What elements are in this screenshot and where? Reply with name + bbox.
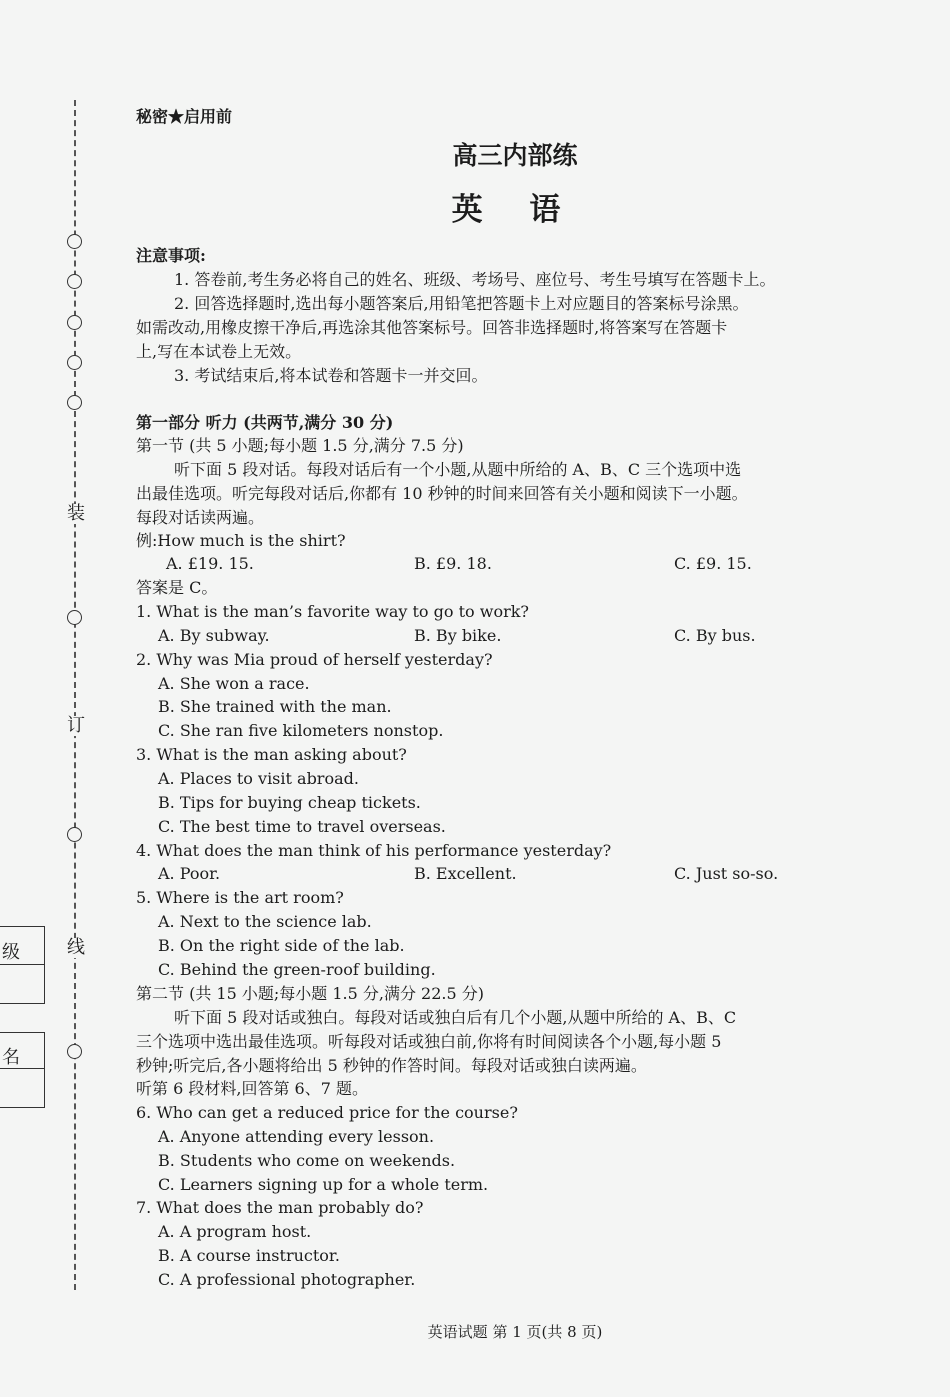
question-5: 5. Where is the art room? xyxy=(136,888,344,907)
section1-instructions: 出最佳选项。听完每段对话后,你都有 10 秒钟的时间来回答有关小题和阅读下一小题。 xyxy=(136,484,748,503)
option-a: A. A program host. xyxy=(158,1222,312,1241)
option-b: B. £9. 18. xyxy=(414,554,492,573)
binding-hole-icon xyxy=(67,234,82,249)
section2-instructions: 听下面 5 段对话或独白。每段对话或独白后有几个小题,从题中所给的 A、B、C xyxy=(174,1008,737,1027)
option-a: A. Anyone attending every lesson. xyxy=(158,1127,435,1146)
binding-hole-icon xyxy=(67,395,82,410)
note-item: 3. 考试结束后,将本试卷和答题卡一并交回。 xyxy=(174,366,488,385)
subject-title: 英 语 xyxy=(451,192,579,228)
notes-heading: 注意事项: xyxy=(136,246,206,265)
binding-hole-icon xyxy=(67,827,82,842)
option-b: B. On the right side of the lab. xyxy=(158,936,405,955)
part1-heading: 第一部分 听力 (共两节,满分 30 分) xyxy=(136,413,394,432)
option-c: C. By bus. xyxy=(674,626,756,645)
option-b: B. By bike. xyxy=(414,626,502,645)
question-3: 3. What is the man asking about? xyxy=(136,745,407,764)
section2-heading: 第二节 (共 15 小题;每小题 1.5 分,满分 22.5 分) xyxy=(136,984,484,1003)
page-footer: 英语试题 第 1 页(共 8 页) xyxy=(427,1323,603,1341)
example-answer: 答案是 C。 xyxy=(136,578,218,597)
note-item: 1. 答卷前,考生务必将自己的姓名、班级、考场号、座位号、考生号填写在答题卡上。 xyxy=(174,270,776,289)
binding-char-xian: 线 xyxy=(67,937,85,958)
option-a: A. £19. 15. xyxy=(166,554,254,573)
question-4: 4. What does the man think of his performance yesterday? xyxy=(136,841,612,860)
section1-instructions: 听下面 5 段对话。每段对话后有一个小题,从题中所给的 A、B、C 三个选项中选 xyxy=(174,460,742,479)
class-field-divider xyxy=(0,964,44,965)
option-c: C. £9. 15. xyxy=(674,554,752,573)
question-6: 6. Who can get a reduced price for the course? xyxy=(136,1103,518,1122)
binding-char-zhuang: 装 xyxy=(67,503,85,524)
section1-heading: 第一节 (共 5 小题;每小题 1.5 分,满分 7.5 分) xyxy=(136,436,464,455)
question-2: 2. Why was Mia proud of herself yesterday? xyxy=(136,650,493,669)
option-b: B. A course instructor. xyxy=(158,1246,340,1265)
binding-hole-icon xyxy=(67,274,82,289)
binding-hole-icon xyxy=(67,1044,82,1059)
binding-hole-icon xyxy=(67,355,82,370)
section1-instructions: 每段对话读两遍。 xyxy=(136,508,265,527)
option-a: A. She won a race. xyxy=(158,674,310,693)
option-a: A. Next to the science lab. xyxy=(158,912,372,931)
option-a: A. By subway. xyxy=(158,626,270,645)
binding-hole-icon xyxy=(67,610,82,625)
option-b: B. Tips for buying cheap tickets. xyxy=(158,793,421,812)
example-question: 例:How much is the shirt? xyxy=(136,531,346,550)
option-b: B. Students who come on weekends. xyxy=(158,1151,456,1170)
class-label: 级 xyxy=(2,942,20,963)
material-6-label: 听第 6 段材料,回答第 6、7 题。 xyxy=(136,1079,368,1098)
name-label: 名 xyxy=(2,1047,20,1068)
binding-char-ding: 订 xyxy=(67,715,85,736)
section2-instructions: 三个选项中选出最佳选项。听每段对话或独白前,你将有时间阅读各个小题,每小题 5 xyxy=(136,1032,722,1051)
question-1: 1. What is the man’s favorite way to go to work? xyxy=(136,602,530,621)
secret-label: 秘密★启用前 xyxy=(136,107,233,126)
question-7: 7. What does the man probably do? xyxy=(136,1198,424,1217)
option-a: A. Poor. xyxy=(158,864,221,883)
option-c: C. Just so-so. xyxy=(674,864,779,883)
binding-hole-icon xyxy=(67,315,82,330)
exam-title: 高三内部练 xyxy=(452,141,578,170)
option-b: B. Excellent. xyxy=(414,864,517,883)
option-c: C. A professional photographer. xyxy=(158,1270,416,1289)
option-c: C. The best time to travel overseas. xyxy=(158,817,446,836)
option-c: C. She ran five kilometers nonstop. xyxy=(158,721,444,740)
note-item: 上,写在本试卷上无效。 xyxy=(136,342,302,361)
option-b: B. She trained with the man. xyxy=(158,697,392,716)
section2-instructions: 秒钟;听完后,各小题将给出 5 秒钟的作答时间。每段对话或独白读两遍。 xyxy=(136,1056,647,1075)
note-item: 如需改动,用橡皮擦干净后,再选涂其他答案标号。回答非选择题时,将答案写在答题卡 xyxy=(136,318,728,337)
option-c: C. Behind the green-roof building. xyxy=(158,960,436,979)
option-a: A. Places to visit abroad. xyxy=(158,769,359,788)
option-c: C. Learners signing up for a whole term. xyxy=(158,1175,489,1194)
note-item: 2. 回答选择题时,选出每小题答案后,用铅笔把答题卡上对应题目的答案标号涂黑。 xyxy=(174,294,749,313)
